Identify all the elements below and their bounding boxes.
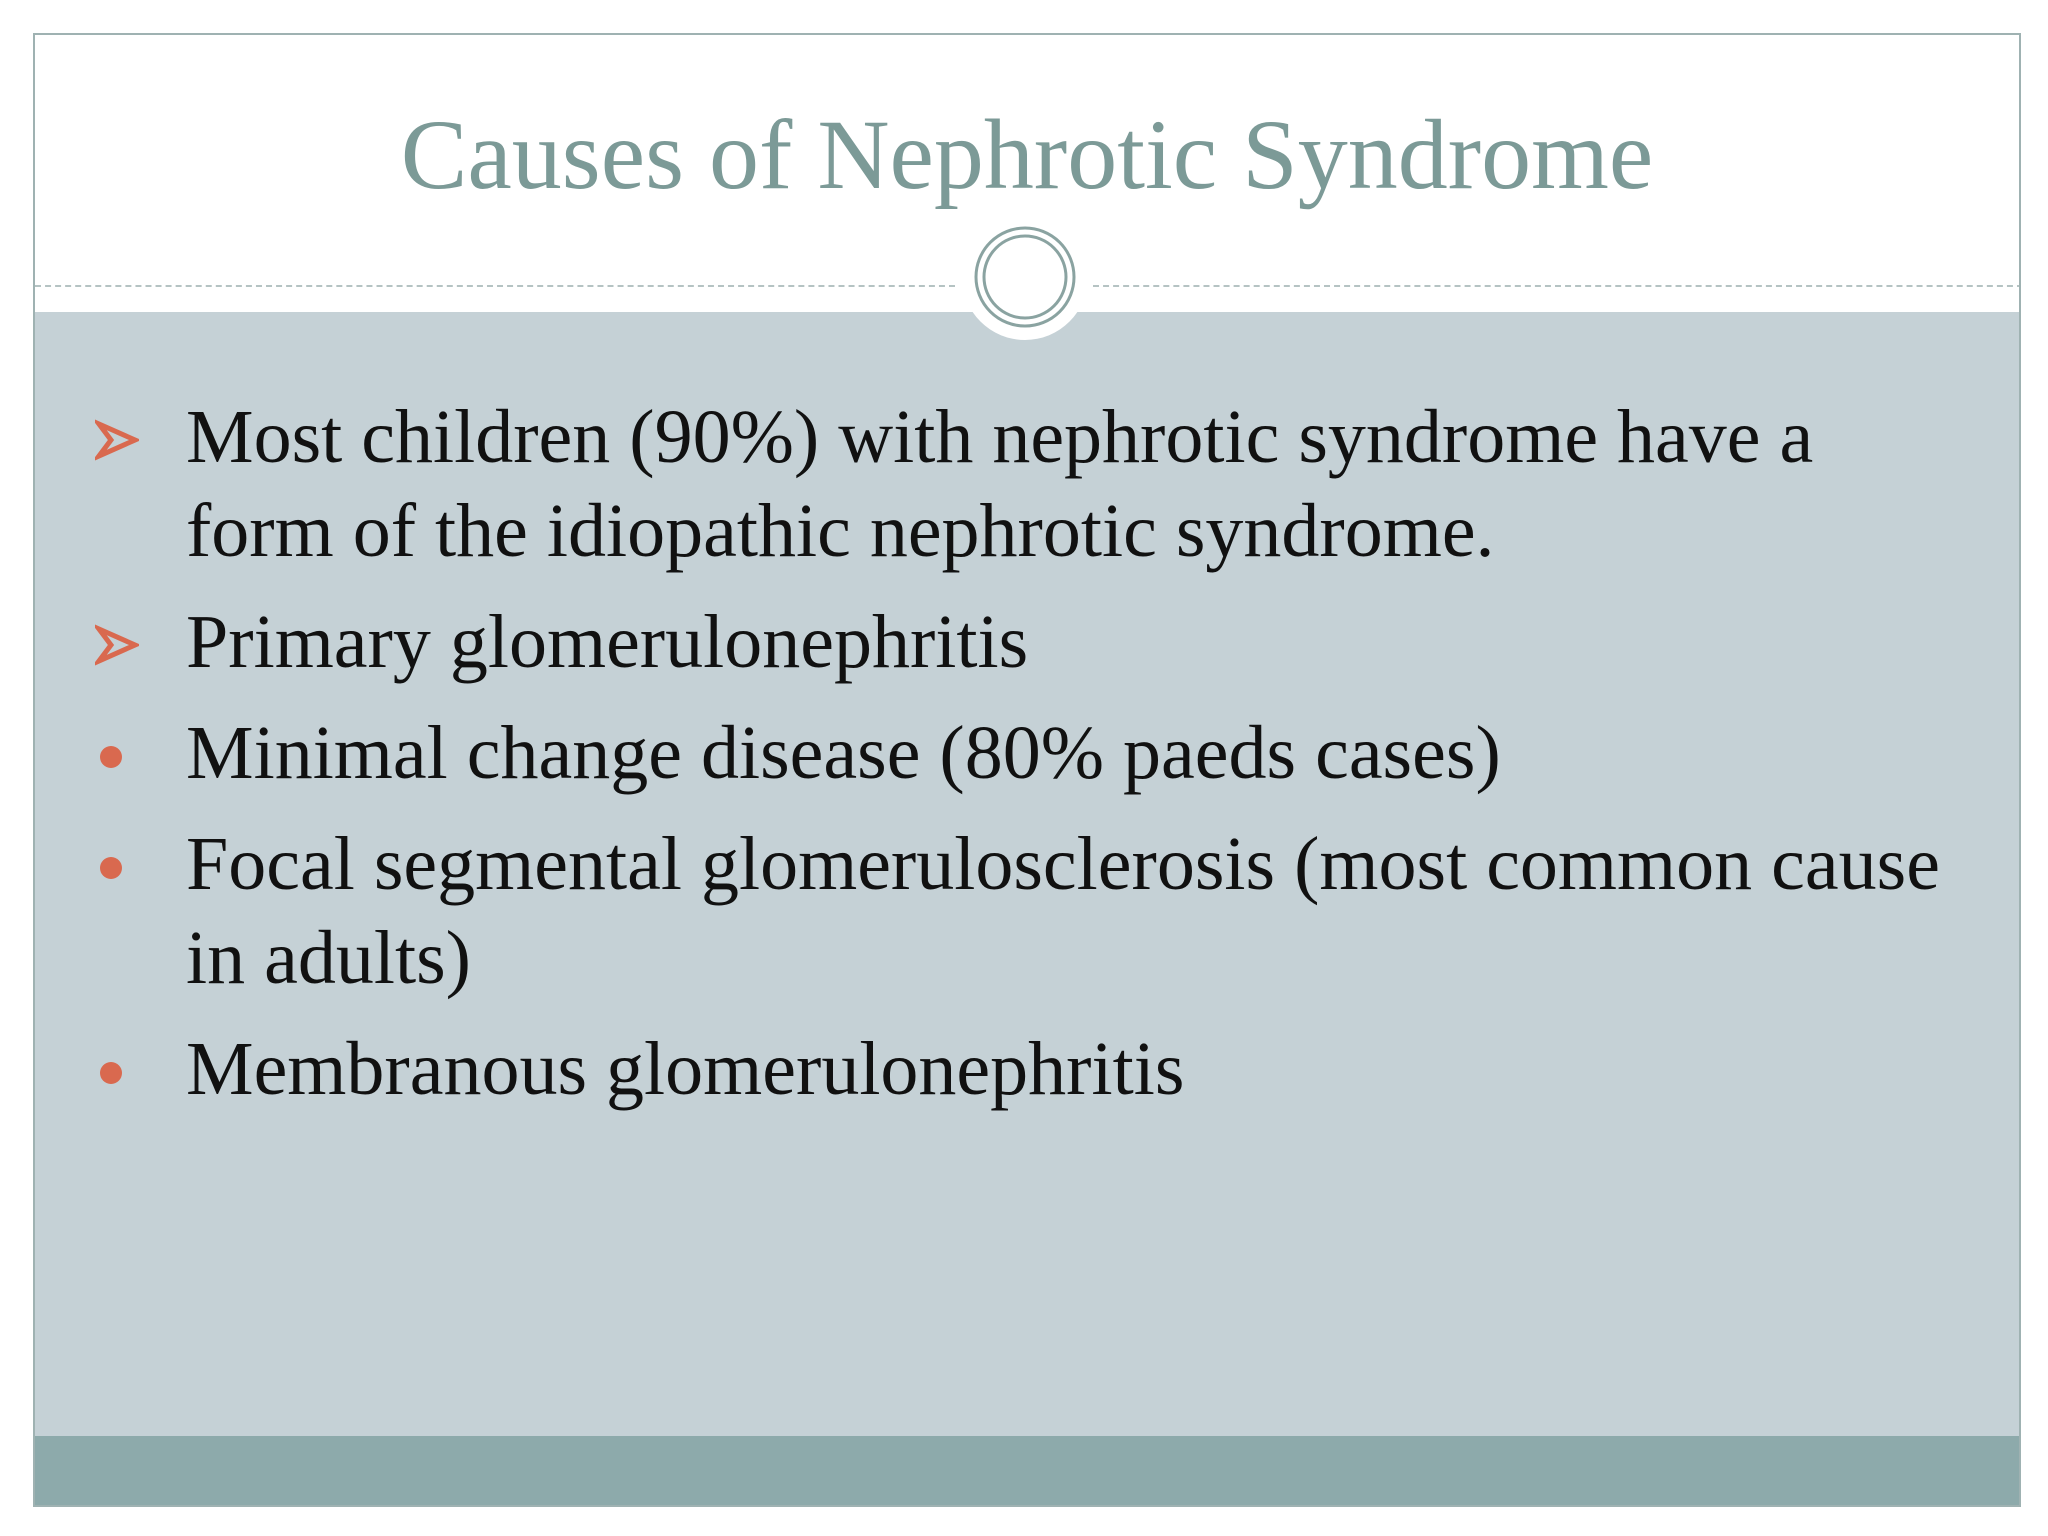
dot-bullet-icon [95, 817, 155, 911]
arrow-bullet-icon [95, 390, 155, 484]
slide [33, 33, 2021, 1507]
bullet-text: Minimal change disease (80% paeds cases) [186, 711, 1501, 795]
bullet-text: Focal segmental glomerulosclerosis (most common cause in adults) [186, 822, 1940, 1000]
arrow-bullet-icon [95, 595, 155, 689]
double-ring-icon [972, 224, 1078, 330]
footer-bar [35, 1436, 2019, 1507]
dot-bullet-icon [95, 1022, 155, 1116]
bullet-item [95, 595, 1975, 689]
slide-title: Causes of Nephrotic Syndrome [400, 99, 1654, 210]
bullet-item [95, 1022, 1975, 1116]
bullet-text: Membranous glomerulonephritis [186, 1027, 1185, 1111]
title-divider-left [35, 285, 955, 287]
dot-bullet-icon [95, 706, 155, 800]
bullet-text: Primary glomerulonephritis [186, 600, 1029, 684]
bullet-list [95, 390, 1975, 1133]
bullet-item [95, 706, 1975, 800]
bullet-item [95, 390, 1975, 578]
bullet-text: Most children (90%) with nephrotic syndrome have a form of the idiopathic nephrotic syndrome. [186, 395, 1814, 573]
bullet-item [95, 817, 1975, 1005]
title-divider-right [1093, 285, 2021, 287]
